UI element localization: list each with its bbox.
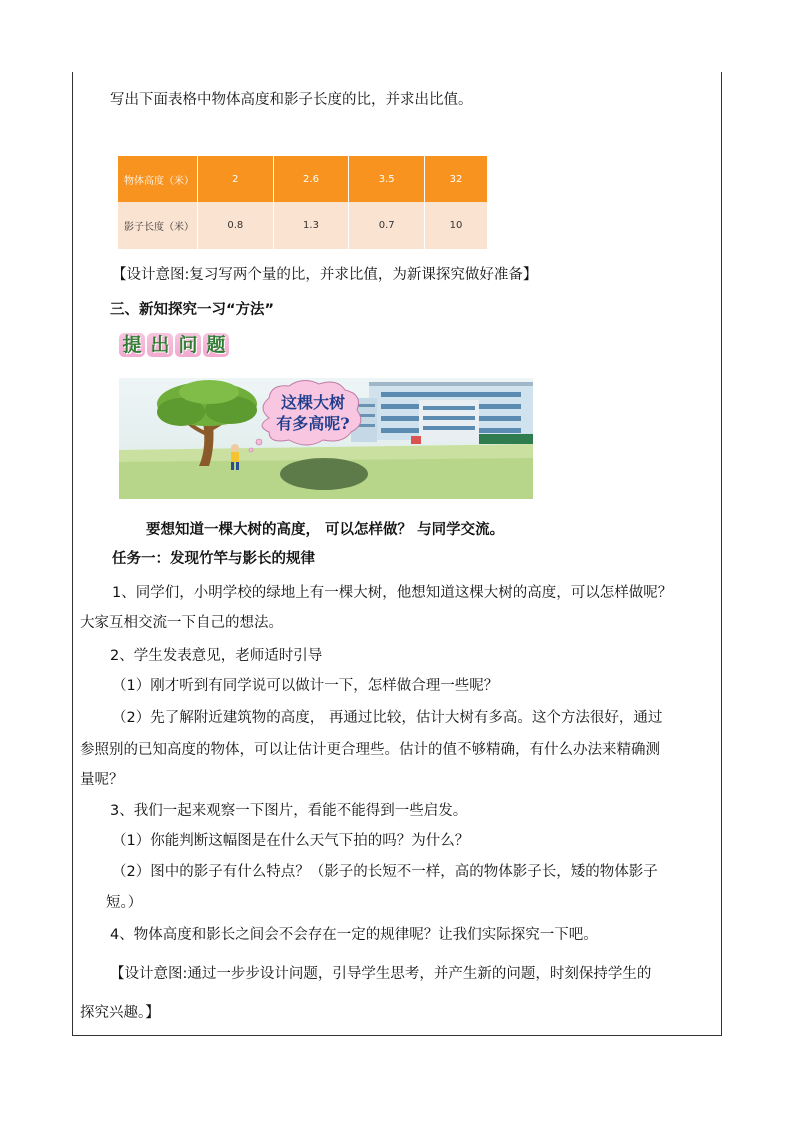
task-heading: 任务一：发现竹竿与影长的规律: [112, 551, 315, 567]
ratio-table: [118, 156, 488, 249]
row-header-height: 物体高度（米）: [118, 156, 198, 202]
table-row: [118, 156, 488, 202]
ask-question-title: [119, 333, 229, 357]
question-text: 要想知道一棵大树的高度， 可以怎样做？ 与同学交流。: [146, 522, 505, 538]
section-heading: 三、新知探究一习“方法”: [110, 302, 275, 318]
intro-text: 写出下面表格中物体高度和影子长度的比，并求出比值。: [110, 92, 473, 108]
paragraph: 1、同学们，小明学校的绿地上有一棵大树，他想知道这棵大树的高度，可以怎样做呢？: [112, 585, 673, 601]
paragraph: 参照别的已知高度的物体，可以让估计更合理些。估计的值不够精确，有什么办法来精确测: [80, 742, 660, 758]
table-row: [118, 202, 488, 249]
title-char: 问: [175, 333, 201, 357]
paragraph: 短。）: [106, 895, 143, 911]
title-char: 提: [119, 333, 145, 357]
paragraph: （2）图中的影子有什么特点？（影子的长短不一样，高的物体影子长，矮的物体影子: [112, 864, 658, 880]
table-cell: 32: [425, 156, 488, 202]
paragraph: 2、学生发表意见，老师适时引导: [110, 648, 323, 664]
building-icon: [351, 382, 533, 444]
table-cell: 0.7: [349, 202, 425, 249]
table-cell: 10: [425, 202, 488, 249]
design-intent-2: 【设计意图:通过一步步设计问题，引导学生思考，并产生新的问题，时刻保持学生的: [110, 966, 652, 982]
bubble-line-1: 这棵大树: [280, 393, 346, 412]
design-intent-2-cont: 探究兴趣。】: [80, 1005, 160, 1021]
row-header-shadow: 影子长度（米）: [118, 202, 198, 249]
table-cell: 3.5: [349, 156, 425, 202]
table-cell: 1.3: [273, 202, 349, 249]
table-cell: 2.6: [273, 156, 349, 202]
paragraph: 大家互相交流一下自己的想法。: [80, 615, 283, 631]
paragraph: 4、物体高度和影长之间会不会存在一定的规律呢？让我们实际探究一下吧。: [110, 927, 598, 943]
table-cell: 0.8: [198, 202, 274, 249]
paragraph: （2）先了解附近建筑物的高度， 再通过比较，估计大树有多高。这个方法很好，通过: [112, 710, 663, 726]
paragraph: （1）刚才听到有同学说可以做计一下，怎样做合理一些呢？: [112, 678, 499, 694]
shadow-shape: [280, 458, 368, 490]
paragraph: 量呢？: [80, 772, 124, 788]
design-intent-1: 【设计意图:复习写两个量的比，并求比值，为新课探究做好准备】: [112, 267, 538, 283]
title-char: 出: [147, 333, 173, 357]
paragraph: （1）你能判断这幅图是在什么天气下拍的吗？为什么？: [112, 833, 470, 849]
paragraph: 3、我们一起来观察一下图片，看能不能得到一些启发。: [110, 803, 468, 819]
bubble-line-2: 有多高呢?: [276, 414, 350, 433]
tree-illustration: [119, 378, 533, 499]
table-cell: 2: [198, 156, 274, 202]
title-char: 题: [203, 333, 229, 357]
